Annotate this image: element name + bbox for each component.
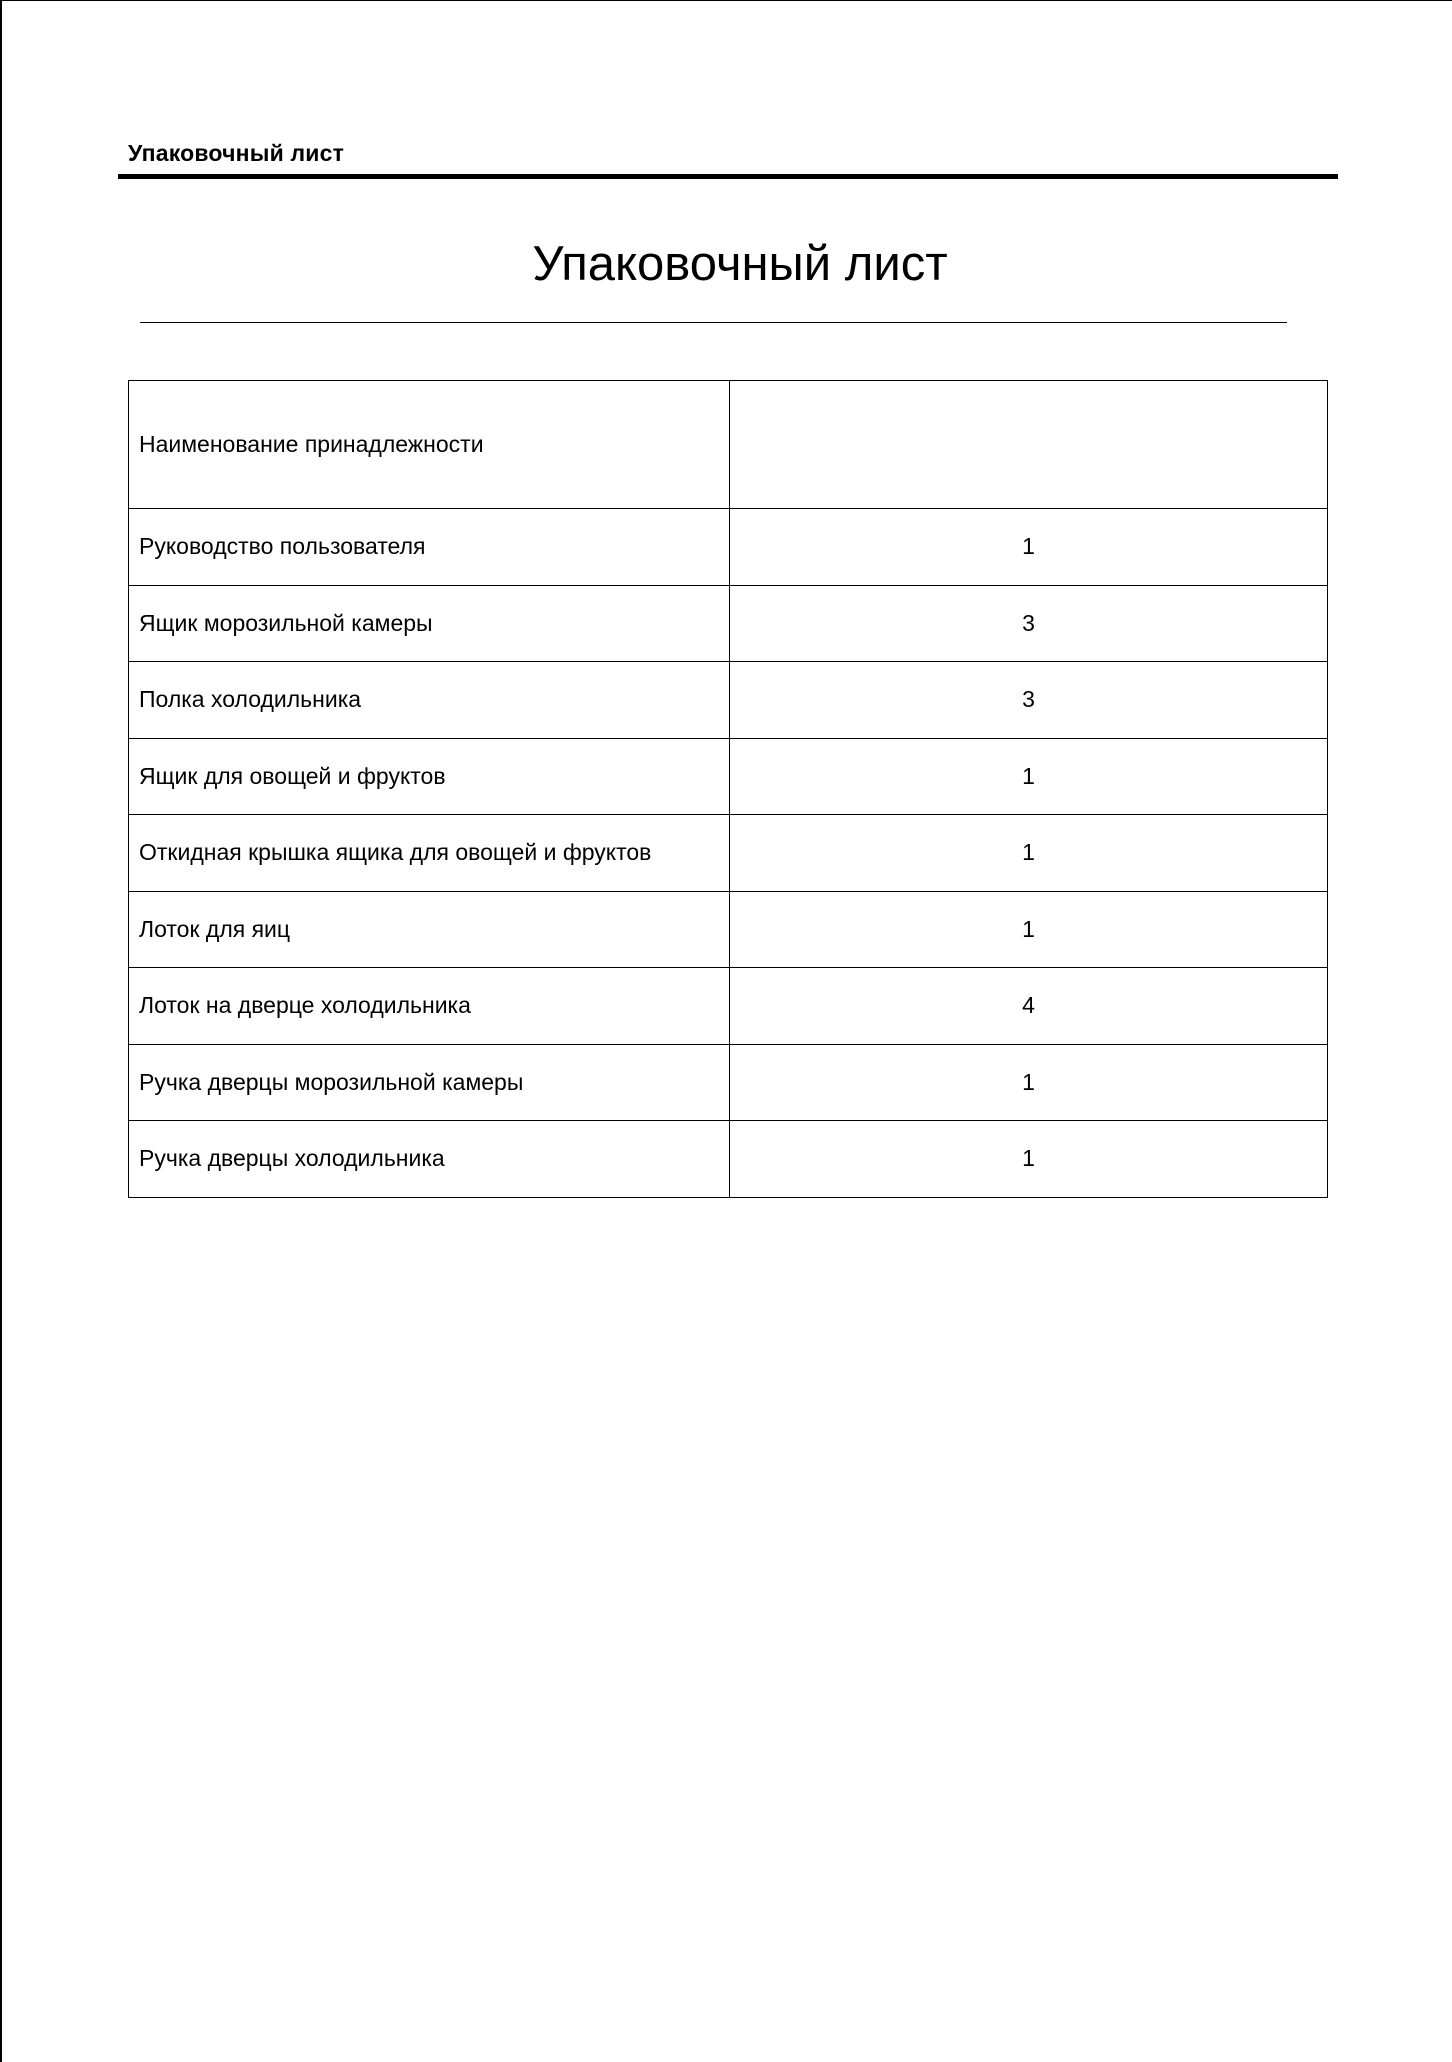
item-quantity-cell: 1	[730, 815, 1328, 892]
table-row	[129, 968, 1328, 1045]
item-name-cell: Ящик морозильной камеры	[129, 585, 730, 662]
table-row	[129, 1044, 1328, 1121]
item-name-cell: Откидная крышка ящика для овощей и фруктов	[129, 815, 730, 892]
item-quantity-cell: 3	[730, 585, 1328, 662]
item-quantity-cell: 1	[730, 1044, 1328, 1121]
table-row	[129, 1121, 1328, 1198]
header-rule	[118, 174, 1338, 179]
item-quantity-cell: 1	[730, 891, 1328, 968]
table-row	[129, 891, 1328, 968]
item-quantity-cell: 1	[730, 509, 1328, 586]
item-name-cell: Полка холодильника	[129, 662, 730, 739]
table-row	[129, 738, 1328, 815]
table-header-row	[129, 381, 1328, 509]
header-name-cell: Наименование принадлежности	[129, 381, 730, 509]
item-quantity-cell: 1	[730, 1121, 1328, 1198]
item-name-cell: Ручка дверцы холодильника	[129, 1121, 730, 1198]
table-row	[129, 585, 1328, 662]
item-quantity-cell: 1	[730, 738, 1328, 815]
item-name-cell: Ручка дверцы морозильной камеры	[129, 1044, 730, 1121]
table-row	[129, 662, 1328, 739]
item-quantity-cell: 4	[730, 968, 1328, 1045]
item-name-cell: Лоток на дверце холодильника	[129, 968, 730, 1045]
table-row	[129, 815, 1328, 892]
item-name-cell: Лоток для яиц	[129, 891, 730, 968]
page-title: Упаковочный лист	[532, 237, 948, 291]
page-border-left	[0, 0, 2, 2062]
table-row	[129, 509, 1328, 586]
item-quantity-cell: 3	[730, 662, 1328, 739]
packing-list-table	[128, 380, 1328, 1198]
header-quantity-cell	[730, 381, 1328, 509]
item-name-cell: Ящик для овощей и фруктов	[129, 738, 730, 815]
page-border-top	[0, 0, 1452, 1]
item-name-cell: Руководство пользователя	[129, 509, 730, 586]
title-rule	[140, 322, 1287, 323]
running-header: Упаковочный лист	[128, 140, 345, 166]
